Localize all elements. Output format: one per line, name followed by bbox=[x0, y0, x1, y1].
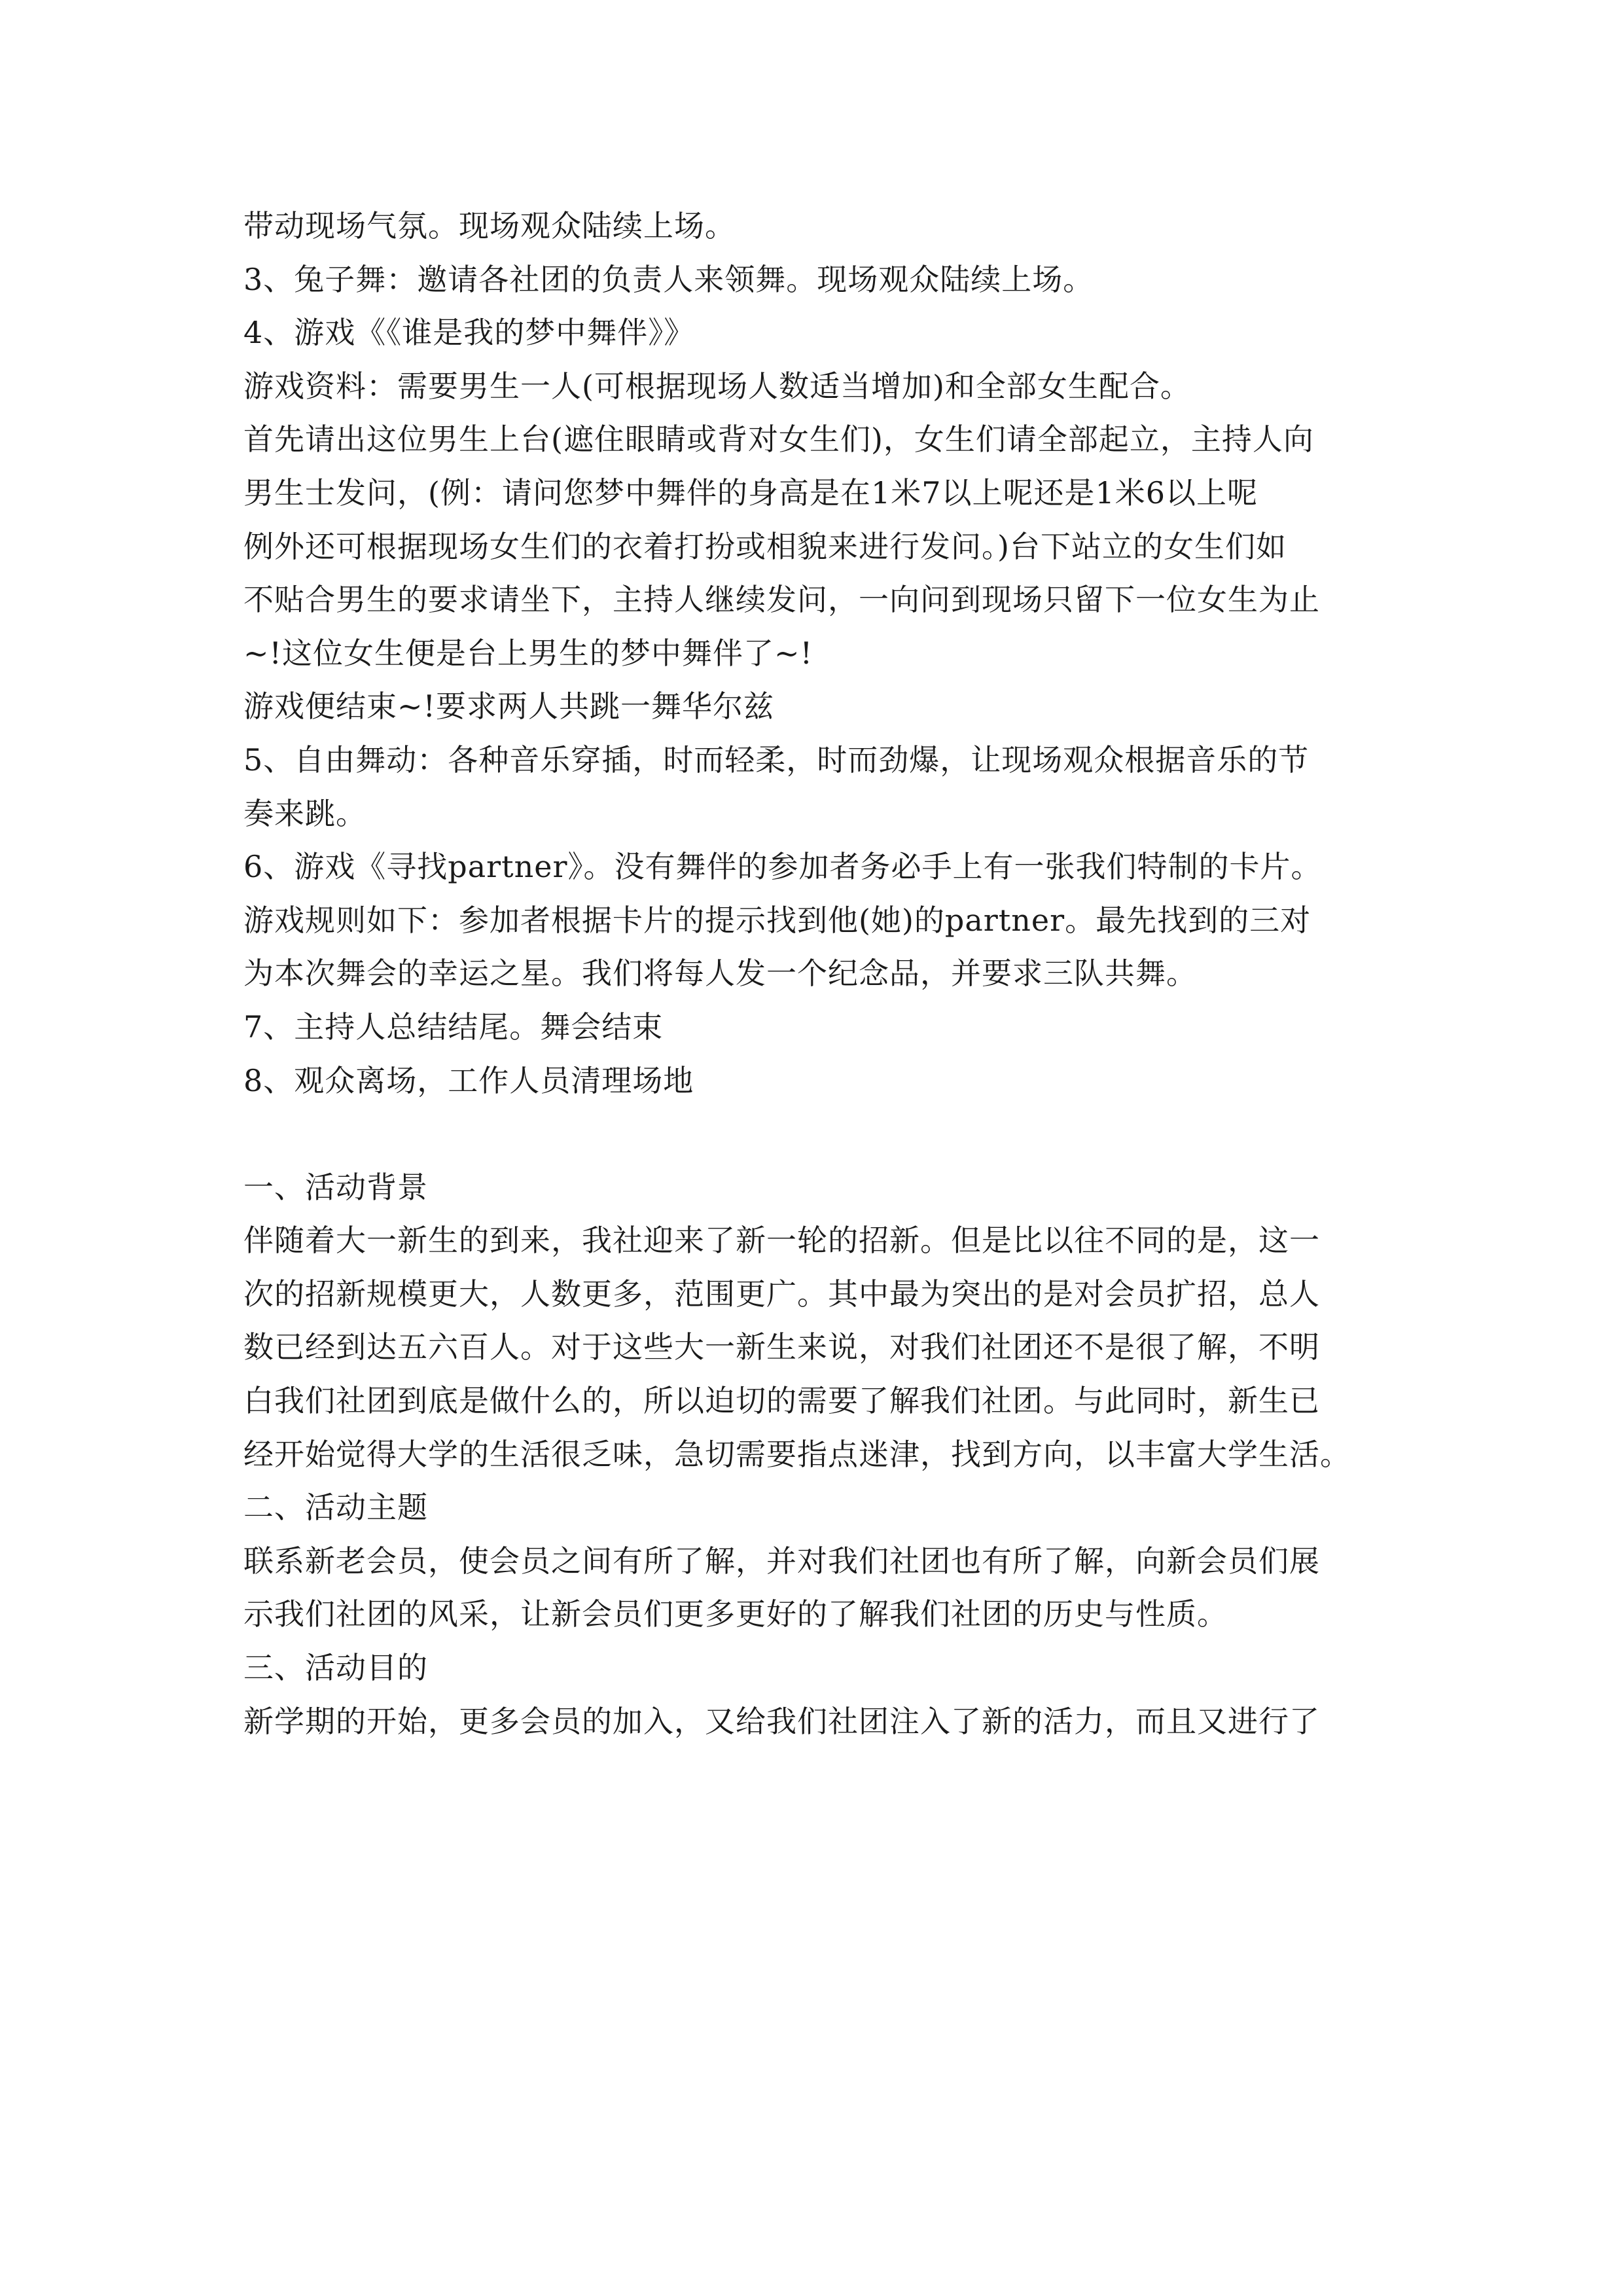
body-line: 6、游戏《寻找partner》。没有舞伴的参加者务必手上有一张我们特制的卡片。 bbox=[243, 849, 1322, 885]
body-line: 游戏规则如下：参加者根据卡片的提示找到他(她)的partner。最先找到的三对 bbox=[243, 902, 1311, 938]
body-line: 5、自由舞动：各种音乐穿插，时而轻柔，时而劲爆，让现场观众根据音乐的节 bbox=[243, 742, 1310, 778]
section-line: 白我们社团到底是做什么的，所以迫切的需要了解我们社团。与此同时，新生已 bbox=[243, 1383, 1320, 1419]
body-line: 首先请出这位男生上台(遮住眼睛或背对女生们)，女生们请全部起立，主持人向 bbox=[243, 422, 1314, 457]
paragraph-spacer bbox=[243, 1107, 1395, 1161]
body-line: 4、游戏《《谁是我的梦中舞伴》》 bbox=[243, 315, 695, 351]
section-line: 联系新老会员，使会员之间有所了解，并对我们社团也有所了解，向新会员们展 bbox=[243, 1543, 1320, 1579]
section-line: 新学期的开始，更多会员的加入，又给我们社团注入了新的活力，而且又进行了 bbox=[243, 1703, 1320, 1739]
body-line: 7、主持人总结结尾。舞会结束 bbox=[243, 1009, 664, 1045]
section-heading-purpose: 三、活动目的 bbox=[243, 1650, 428, 1686]
section-line: 经开始觉得大学的生活很乏味，急切需要指点迷津，找到方向，以丰富大学生活。 bbox=[243, 1436, 1351, 1472]
body-line: ~!这位女生便是台上男生的梦中舞伴了~! bbox=[243, 635, 813, 671]
section-line: 伴随着大一新生的到来，我社迎来了新一轮的招新。但是比以往不同的是，这一 bbox=[243, 1223, 1320, 1259]
section-heading-theme: 二、活动主题 bbox=[243, 1490, 428, 1526]
section-line: 数已经到达五六百人。对于这些大一新生来说，对我们社团还不是很了解，不明 bbox=[243, 1329, 1320, 1365]
body-line: 8、观众离场，工作人员清理场地 bbox=[243, 1062, 694, 1098]
body-line: 为本次舞会的幸运之星。我们将每人发一个纪念品，并要求三队共舞。 bbox=[243, 956, 1197, 992]
section-line: 次的招新规模更大，人数更多，范围更广。其中最为突出的是对会员扩招，总人 bbox=[243, 1276, 1320, 1312]
body-line: 不贴合男生的要求请坐下，主持人继续发问，一向问到现场只留下一位女生为止 bbox=[243, 582, 1320, 618]
body-line: 游戏便结束~!要求两人共跳一舞华尔兹 bbox=[243, 689, 775, 725]
body-line: 例外还可根据现场女生们的衣着打扮或相貌来进行发问。)台下站立的女生们如 bbox=[243, 528, 1287, 564]
document-body bbox=[243, 200, 1395, 1748]
body-line: 奏来跳。 bbox=[243, 795, 366, 831]
body-line: 游戏资料：需要男生一人(可根据现场人数适当增加)和全部女生配合。 bbox=[243, 368, 1191, 404]
body-line: 男生士发问，(例：请问您梦中舞伴的身高是在1米7以上呢还是1米6以上呢 bbox=[243, 475, 1258, 511]
section-heading-background: 一、活动背景 bbox=[243, 1169, 428, 1205]
body-line: 3、兔子舞：邀请各社团的负责人来领舞。现场观众陆续上场。 bbox=[243, 261, 1094, 297]
body-line: 带动现场气氛。现场观众陆续上场。 bbox=[243, 208, 736, 243]
section-line: 示我们社团的风采，让新会员们更多更好的了解我们社团的历史与性质。 bbox=[243, 1596, 1228, 1632]
